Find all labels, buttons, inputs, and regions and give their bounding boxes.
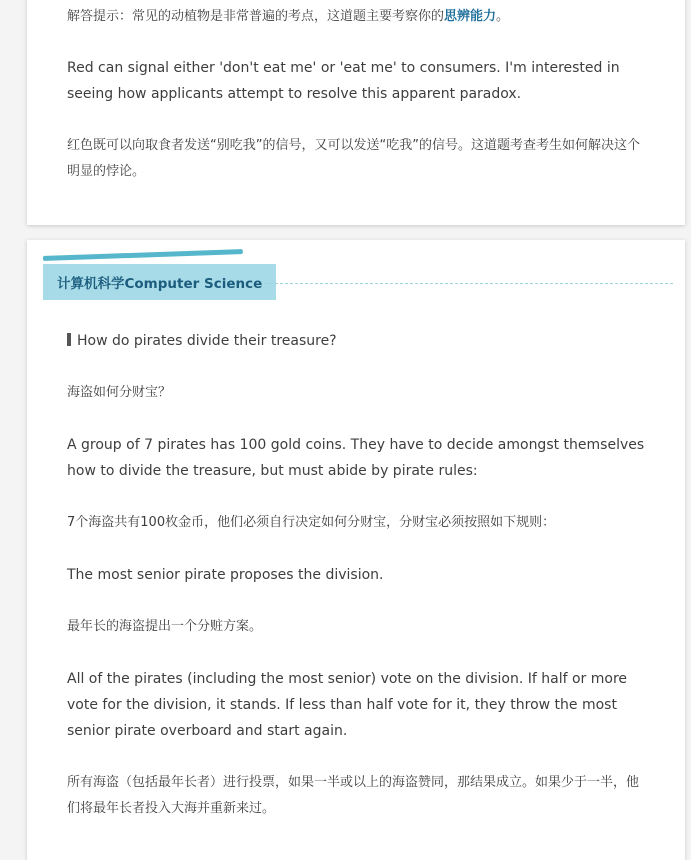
hint-paragraph: [67, 4, 647, 30]
question-chinese: 海盗如何分财宝？: [67, 385, 172, 400]
question-english: [67, 328, 647, 354]
section-header: [43, 250, 673, 302]
section-divider: [265, 283, 673, 284]
hint-highlight: 思辨能力: [444, 9, 497, 24]
paragraph-english: A group of 7 pirates has 100 gold coins. They have to decide amongst themselves how to divide the treasure, but must abide by pirate rules:: [67, 437, 645, 479]
paragraph-chinese: 最年长的海盗提出一个分赃方案。: [67, 619, 263, 634]
hint-suffix: 。: [496, 9, 510, 24]
question-english-text: How do pirates divide their treasure?: [77, 333, 337, 349]
english-paragraph: Red can signal either 'don't eat me' or 'eat me' to consumers. I'm interested in seeing how applicants attempt to resolve this apparent paradox.: [67, 60, 620, 102]
paragraph-english: All of the pirates (including the most senior) vote on the division. If half or more vote for the division, it stands. If less than half vote for it, they throw the most senior pirate overboard and start again.: [67, 671, 628, 739]
chinese-paragraph: 红色既可以向取食者发送“别吃我”的信号，又可以发送“吃我”的信号。这道题考查考生如何解决这个明显的悖论。: [67, 138, 640, 179]
paragraph-english: The most senior pirate proposes the division.: [67, 567, 384, 583]
section-title: 计算机科学Computer Science: [57, 276, 263, 292]
section-title-box: [43, 264, 276, 300]
article-card: [27, 240, 685, 860]
section-stripe: [43, 249, 243, 261]
quote-bar-icon: [67, 333, 71, 346]
paragraph-chinese: 7个海盗共有100枚金币，他们必须自行决定如何分财宝，分财宝必须按照如下规则：: [67, 515, 556, 530]
paragraph-chinese: 所有海盗（包括最年长者）进行投票，如果一半或以上的海盗赞同，那结果成立。如果少于一半，他们将最年长者投入大海并重新来过。: [67, 775, 640, 816]
hint-text: 解答提示：常见的动植物是非常普遍的考点，这道题主要考察你的: [67, 9, 445, 24]
article-card: [27, 0, 685, 225]
